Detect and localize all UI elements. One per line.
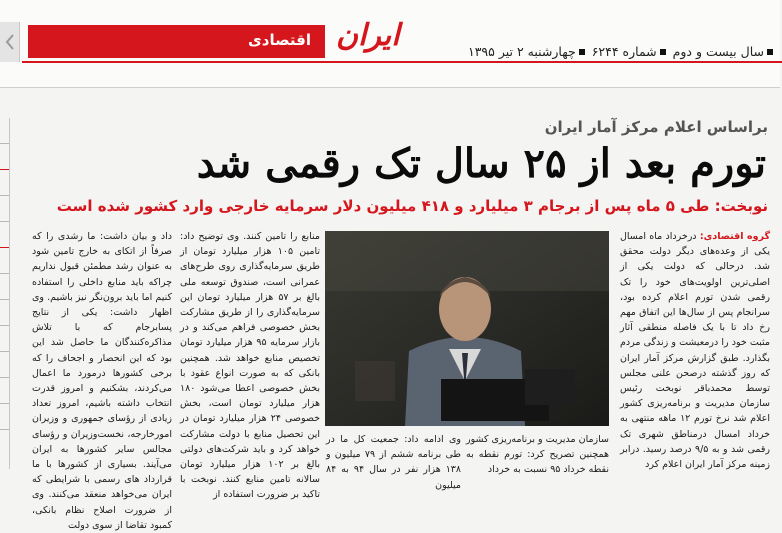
article-photo [325,231,609,426]
bullet-icon [579,49,585,55]
section-band [28,25,325,58]
column-1-text: درخرداد ماه امسال یکی از وعده‌های دیگر دولت محقق شد. درحالی که دولت یکی از اصلی‌ترین اولویت‌های خود را تک رقمی شدن تورم اعلام کرده بود، سرانجام پس از سال‌ها این اتفاق مهم رخ داد تا با یک فاصله منطقی آثار مثبت خود را درمعیشت و زندگی مردم بگذارد. طبق گزارش مرکز آمار ایران که روز گذشته درصحن علنی مجلس توسط محمدباقر نوبخت رئیس سازمان مدیریت و برنامه‌ریزی کشور اعلام شد نرخ تورم ۱۲ ماهه منتهی به خرداد امسال درمناطق شهری تک رقمی شد و به ۹/۵ درصد رسید. درابر زمینه مرکز آمار ایران اعلام کرد [620,231,770,471]
issue-info [470,44,776,59]
masthead [0,0,780,88]
bullet-icon [767,49,773,55]
section-label: اقتصادی [248,31,311,49]
masthead-divider [22,61,782,63]
volume-year: سال بیست و دوم [672,44,764,59]
bullet-icon [660,49,666,55]
article-headline: تورم بعد از ۲۵ سال تک رقمی شد [196,140,766,187]
article-column-5: داد و بیان داشت: ما رشدی را که صرفاً از اتکای به خارج تامین شود به عنوان رشد مطمئن قبول نداریم چراکه باید منابع داخلی را استفاده کنیم اما باید برون‌نگر نیز باشیم. وی اظهار داشت: یکی از نتایج پسابرجام که با تلاش مذاکره‌کنندگان ما حاصل شد این بود که این انحصار و اجحاف را که برخی کشورها درمورد ما اعمال می‌کردند، بشکنیم و امروز قدرت انتخاب داشته باشیم، امروز تعداد زیادی از رؤسای جمهوری و وزیران امورخارجه، نخست‌وزیران و رؤسای مجالس سایر کشورها به ایران می‌آیند. بسیاری از کشورها با ما قرارداد های رسمی با شرایطی که ایران می‌خواهد منعقد می‌کنند. وی از ضرورت اصلاح نظام بانکی، کمبود تقاضا از سوی دولت [32,231,172,531]
page-back-tab[interactable] [0,22,20,62]
chevron-left-icon [5,33,15,51]
news-desk-credit: گروه اقتصادی: [699,231,770,242]
article-kicker: براساس اعلام مرکز آمار ایران [544,118,768,136]
article-column-3: وی ادامه داد: جمعیت کل ما در طی برنامه ششم از ۷۹ میلیون و ۱۳۸ هزار نفر در سال ۹۴ به ۸۴ میلیون [326,434,461,491]
issue-number: شماره ۶۲۴۴ [591,44,657,59]
article-subhead: نوبخت: طی ۵ ماه پس از برجام ۳ میلیارد و ۴۱۸ میلیون دلار سرمایه خارجی وارد کشور شده است [56,197,768,215]
issue-date: چهارشنبه ۲ تیر ۱۳۹۵ [468,44,576,59]
newspaper-logo: ایران [336,18,400,53]
portrait-photo-icon [325,231,609,426]
adjacent-page-edge [0,118,10,469]
article-column-4: منابع را تامین کنند. وی توضیح داد: تامین ۱۰۵ هزار میلیارد تومان از طریق سرمایه‌گذاری روی طرح‌های عمرانی است، صندوق توسعه ملی بالغ بر ۵۷ هزار میلیارد تومان این سرمایه‌گذاری را از طریق مشارکت بخش خصوصی فراهم می‌کند و در بازار سرمایه ۹۵ هزار میلیارد تومان تخصیص منابع خواهد شد. همچنین بانکی که به صورت انواع عقود با بخش خصوصی اعطا می‌شود ۱۸۰ هزار میلیارد تومان است، بخش خصوصی ۲۴ هزار میلیارد تومان در این تحصیل منابع با دولت مشارکت خواهد کرد و باید شرکت‌های دولتی بالغ بر ۱۰۲ هزار میلیارد تومان سالانه تامین منابع کنند. نوبخت با تاکید بر ضرورت استفاده از [180,231,320,501]
article-column-2: سازمان مدیریت و برنامه‌ریزی کشور همچنین تصریح کرد: تورم نقطه به نقطه خرداد ۹۵ نسبت به خرداد [465,434,609,476]
article-column-1 [620,229,770,469]
